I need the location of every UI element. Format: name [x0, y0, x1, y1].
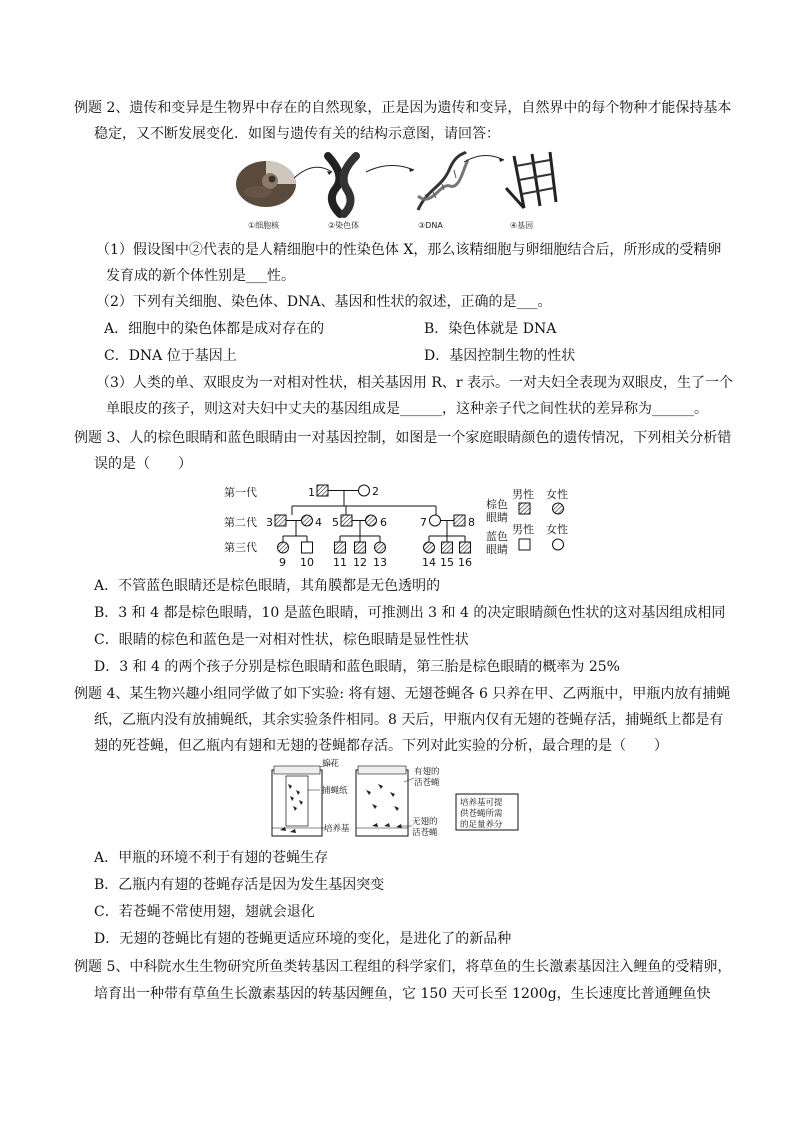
- female-blue-eyes-symbol: [359, 485, 370, 496]
- legend-male-label: 男性: [512, 523, 534, 536]
- q2-option-a: A．细胞中的染色体都是成对存在的: [104, 321, 325, 337]
- label-cotton: 棉花: [322, 759, 340, 769]
- q2-option-d: D．基因控制生物的性状: [424, 348, 576, 364]
- male-blue-eyes-symbol: [302, 542, 313, 553]
- caption-chromosome: ②染色体: [328, 221, 360, 230]
- male-brown-eyes-symbol: [335, 542, 346, 553]
- legend-brown-label: 棕色: [486, 498, 508, 511]
- individual-number: 1: [308, 486, 315, 499]
- q2-option-b: B．染色体就是 DNA: [424, 321, 557, 337]
- q3-option-c: C．眼睛的棕色和蓝色是一对相对性状，棕色眼睛是显性性状: [94, 632, 469, 648]
- chromosome-image: [328, 156, 356, 214]
- q2-stem-line-1: 例题 2、遗传和变异是生物界中存在的自然现象，正是因为遗传和变异，自然界中的每个物种才能保持基本: [74, 100, 732, 116]
- q4-stem-line-1: 例题 4、某生物兴趣小组同学做了如下实验: 将有翅、无翅苍蝇各 6 只养在甲、乙两瓶中，甲瓶内放有捕蝇: [74, 686, 731, 702]
- note-line: 供苍蝇所需: [460, 809, 503, 819]
- individual-number: 6: [380, 516, 387, 529]
- female-brown-eyes-symbol: [375, 542, 386, 553]
- pedigree-chart: [220, 478, 580, 570]
- caption-nucleus: ①细胞核: [248, 221, 280, 230]
- q4-option-b: B．乙瓶内有翅的苍蝇存活是因为发生基因突变: [94, 877, 385, 893]
- arrow-icon: [294, 167, 332, 178]
- bottle-jia: [272, 766, 322, 836]
- q2-sub3-line-1: （3）人类的单、双眼皮为一对相对性状，相关基因用 R、r 表示。一对夫妇全表现为双眼皮，生了一个: [96, 375, 734, 391]
- note-line: 培养基可提: [460, 798, 503, 808]
- gene-image: [506, 152, 556, 208]
- bottle-yi: [356, 766, 408, 836]
- q3-option-d: D．3 和 4 的两个孩子分别是棕色眼睛和蓝色眼睛，第三胎是棕色眼睛的概率为 25%: [94, 659, 620, 675]
- label-wingless: 无翅的: [412, 817, 438, 827]
- q5-stem-line-1: 例题 5、中科院水生生物研究所鱼类转基因工程组的科学家们，将草鱼的生长激素基因注入鲤鱼的受精卵，: [74, 959, 732, 975]
- q4-stem-line-3: 翅的死苍蝇，但乙瓶内有翅和无翅的苍蝇都存活。下列对此实验的分析，最合理的是（ ）: [94, 738, 668, 754]
- male-brown-eyes-symbol: [460, 542, 471, 553]
- individual-number: 5: [332, 516, 339, 529]
- q5-stem-line-2: 培育出一种带有草鱼生长激素基因的转基因鲤鱼，它 150 天可长至 1200g，生长速度比普通鲤鱼快: [94, 986, 711, 1002]
- male-brown-eyes-symbol: [275, 515, 286, 526]
- dna-helix-image: [418, 152, 468, 210]
- label-medium: 培养基: [324, 824, 350, 834]
- generation-3-label: 第三代: [224, 541, 257, 554]
- individual-number: 9: [279, 556, 286, 569]
- male-brown-eyes-symbol: [317, 485, 328, 496]
- q4-option-a: A．甲瓶的环境不利于有翅的苍蝇生存: [94, 850, 329, 866]
- female-brown-eyes-symbol: [366, 515, 377, 526]
- q3-option-b: B．3 和 4 都是棕色眼睛，10 是蓝色眼睛，可推测出 3 和 4 的决定眼睛颜色性状的这对基因组成相同: [94, 605, 726, 621]
- legend-blue-label: 蓝色: [486, 530, 508, 543]
- q3-stem-line-1: 例题 3、人的棕色眼睛和蓝色眼睛由一对基因控制，如图是一个家庭眼睛颜色的遗传情况，下列相关分析错: [74, 430, 732, 446]
- q2-option-c: C．DNA 位于基因上: [104, 348, 237, 364]
- individual-number: 11: [333, 556, 347, 569]
- label-fly-paper: 捕蝇纸: [322, 786, 348, 796]
- fly-bottle-experiment-figure: [266, 760, 536, 842]
- arrow-icon: [366, 165, 414, 172]
- q2-sub3-line-2: 单眼皮的孩子，则这对夫妇中丈夫的基因组成是______，这种亲子代之间性状的差异称为______。: [106, 401, 708, 417]
- female-blue-eyes-symbol: [430, 515, 441, 526]
- individual-number: 16: [458, 556, 472, 569]
- q4-option-c: C．若苍蝇不常使用翅，翅就会退化: [94, 904, 315, 920]
- individual-number: 4: [315, 516, 322, 529]
- legend-blue-label: 眼睛: [486, 543, 508, 556]
- female-brown-eyes-symbol: [302, 515, 313, 526]
- legend-brown-label: 眼睛: [486, 511, 508, 524]
- male-brown-eyes-symbol: [341, 515, 352, 526]
- legend-male-label: 男性: [512, 488, 534, 501]
- generation-2-label: 第二代: [224, 516, 257, 529]
- note-line: 的足量养分: [460, 820, 503, 830]
- legend-female-label: 女性: [546, 488, 568, 501]
- pedigree-legend: [486, 487, 568, 556]
- q3-option-a: A．不管蓝色眼睛还是棕色眼睛，其角膜都是无色透明的: [94, 578, 441, 594]
- label-winged: 有翅的: [414, 767, 440, 777]
- individual-number: 10: [300, 556, 314, 569]
- label-wingless: 活苍蝇: [412, 828, 438, 838]
- individual-number: 3: [266, 516, 273, 529]
- q2-sub2: （2）下列有关细胞、染色体、DNA、基因和性状的叙述，正确的是___。: [96, 294, 552, 310]
- q2-sub1-line-2: 发育成的新个体性别是___性。: [106, 268, 295, 284]
- individual-number: 13: [373, 556, 387, 569]
- q4-stem-line-2: 纸，乙瓶内没有放捕蝇纸，其余实验条件相同。8 天后，甲瓶内仅有无翅的苍蝇存活，捕蝇纸上都是有: [94, 712, 724, 728]
- q4-option-d: D．无翅的苍蝇比有翅的苍蝇更适应环境的变化，是进化了的新品种: [94, 931, 512, 947]
- individual-number: 2: [372, 485, 379, 498]
- individual-number: 14: [422, 556, 436, 569]
- male-brown-eyes-symbol: [442, 542, 453, 553]
- male-brown-eyes-symbol: [454, 515, 465, 526]
- genetics-structure-figure: [228, 148, 568, 240]
- male-brown-eyes-symbol: [355, 542, 366, 553]
- caption-dna: ③DNA: [418, 221, 443, 230]
- generation-1-label: 第一代: [224, 486, 257, 499]
- individual-number: 12: [353, 556, 367, 569]
- label-winged: 活苍蝇: [414, 778, 440, 788]
- individual-number: 7: [420, 516, 427, 529]
- female-brown-eyes-symbol: [424, 542, 435, 553]
- individual-number: 15: [440, 556, 454, 569]
- legend-female-label: 女性: [546, 523, 568, 536]
- q3-stem-line-2: 误的是（ ）: [94, 456, 192, 472]
- female-brown-eyes-symbol: [278, 542, 289, 553]
- arrow-icon: [464, 155, 504, 162]
- cell-nucleus-image: [236, 161, 296, 207]
- q2-sub1-line-1: （1）假设图中②代表的是人精细胞中的性染色体 X，那么该精细胞与卵细胞结合后，所形成的受精卵: [96, 242, 722, 258]
- individual-number: 8: [468, 516, 475, 529]
- caption-gene: ④基因: [510, 221, 534, 230]
- q2-stem-line-2: 稳定，又不断发展变化．如图与遗传有关的结构示意图，请回答：: [94, 126, 500, 142]
